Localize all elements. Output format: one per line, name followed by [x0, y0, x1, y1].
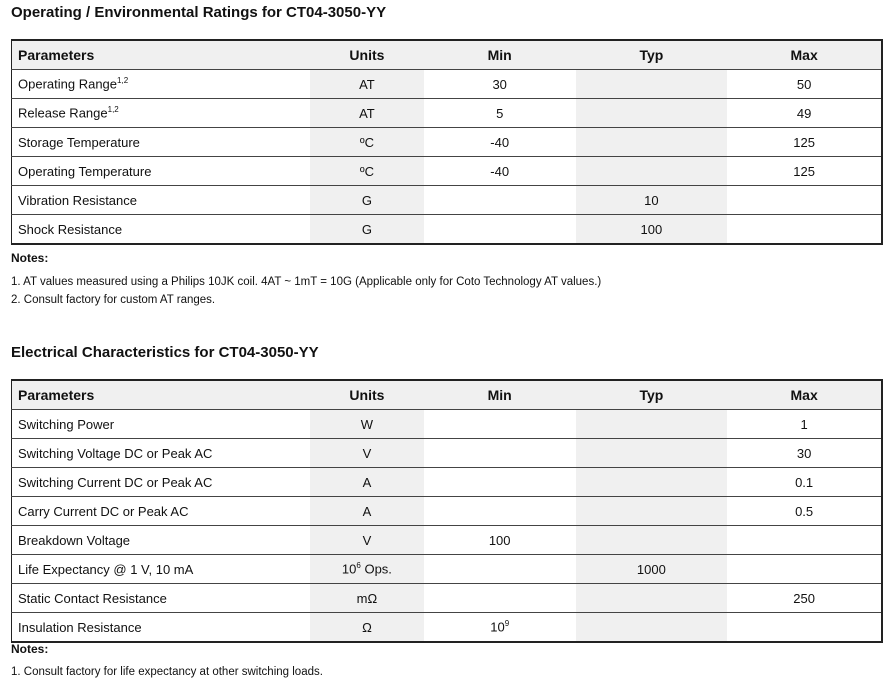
cell-units: AT [310, 99, 424, 128]
cell-max: 1 [727, 410, 882, 439]
cell-units: G [310, 215, 424, 245]
cell-param: Static Contact Resistance [12, 584, 311, 613]
table-row [12, 186, 883, 215]
cell-typ [576, 526, 728, 555]
header-max: Max [727, 380, 882, 410]
header-min: Min [424, 40, 576, 70]
header-units: Units [310, 380, 424, 410]
cell-units: V [310, 439, 424, 468]
cell-min: -40 [424, 157, 576, 186]
table-row [12, 468, 883, 497]
cell-typ [576, 497, 728, 526]
note-line: 2. Consult factory for custom AT ranges. [11, 294, 216, 306]
cell-min: 100 [424, 526, 576, 555]
note-line: 1. AT values measured using a Philips 10JK coil. 4AT ~ 1mT = 10G (Applicable only for Coto Technology AT values.) [11, 276, 602, 288]
cell-min: 5 [424, 99, 576, 128]
cell-min [424, 410, 576, 439]
table-row [12, 613, 883, 643]
cell-max: 125 [727, 128, 882, 157]
header-min: Min [424, 380, 576, 410]
cell-units: ºC [310, 157, 424, 186]
cell-units: V [310, 526, 424, 555]
cell-typ: 1000 [576, 555, 728, 584]
cell-typ [576, 613, 728, 643]
cell-typ: 100 [576, 215, 728, 245]
cell-param: Switching Voltage DC or Peak AC [12, 439, 311, 468]
cell-units: A [310, 468, 424, 497]
table-header-row [12, 40, 883, 70]
header-typ: Typ [576, 380, 728, 410]
table-row [12, 526, 883, 555]
cell-min [424, 555, 576, 584]
cell-min: -40 [424, 128, 576, 157]
cell-units: ºC [310, 128, 424, 157]
electrical-table [11, 379, 883, 643]
header-units: Units [310, 40, 424, 70]
notes-heading: Notes: [11, 642, 49, 656]
cell-typ: 10 [576, 186, 728, 215]
cell-param: Operating Range$^{1,2}$ [12, 70, 311, 99]
cell-min [424, 584, 576, 613]
cell-param: Life Expectancy @ 1 V, 10 mA [12, 555, 311, 584]
table-row [12, 410, 883, 439]
cell-max [727, 186, 882, 215]
cell-min: $10^9$ [424, 613, 576, 643]
cell-param: Release Range$^{1,2}$ [12, 99, 311, 128]
cell-typ [576, 157, 728, 186]
ratings-table [11, 39, 883, 245]
cell-max [727, 555, 882, 584]
cell-min [424, 497, 576, 526]
cell-min: 30 [424, 70, 576, 99]
cell-max: 125 [727, 157, 882, 186]
cell-param: Shock Resistance [12, 215, 311, 245]
cell-units: AT [310, 70, 424, 99]
cell-max [727, 526, 882, 555]
cell-param: Switching Current DC or Peak AC [12, 468, 311, 497]
cell-min [424, 468, 576, 497]
header-parameters: Parameters [12, 40, 311, 70]
cell-units: G [310, 186, 424, 215]
section1-title: Operating / Environmental Ratings for CT04-3050-YY [11, 4, 387, 21]
cell-max [727, 613, 882, 643]
cell-typ [576, 439, 728, 468]
note-line: 1. Consult factory for life expectancy at other switching loads. [11, 666, 323, 678]
cell-param: Switching Power [12, 410, 311, 439]
cell-min [424, 186, 576, 215]
header-parameters: Parameters [12, 380, 311, 410]
table-row [12, 215, 883, 245]
table-row [12, 157, 883, 186]
cell-typ [576, 584, 728, 613]
cell-max: 50 [727, 70, 882, 99]
table-row [12, 584, 883, 613]
cell-param: Storage Temperature [12, 128, 311, 157]
cell-typ [576, 128, 728, 157]
cell-typ [576, 70, 728, 99]
table-row [12, 497, 883, 526]
cell-param: Operating Temperature [12, 157, 311, 186]
cell-max: 30 [727, 439, 882, 468]
cell-max: 49 [727, 99, 882, 128]
cell-units: $10^6$ Ops. [310, 555, 424, 584]
cell-max: 0.1 [727, 468, 882, 497]
cell-typ [576, 99, 728, 128]
cell-param: Carry Current DC or Peak AC [12, 497, 311, 526]
cell-max: 250 [727, 584, 882, 613]
notes-heading: Notes: [11, 251, 49, 265]
cell-units: W [310, 410, 424, 439]
section2-title: Electrical Characteristics for CT04-3050-YY [11, 344, 319, 361]
cell-typ [576, 410, 728, 439]
table-row [12, 99, 883, 128]
table-row [12, 70, 883, 99]
cell-param: Breakdown Voltage [12, 526, 311, 555]
cell-units: A [310, 497, 424, 526]
cell-param: Insulation Resistance [12, 613, 311, 643]
cell-units: Ω [310, 613, 424, 643]
table-row [12, 128, 883, 157]
cell-units: mΩ [310, 584, 424, 613]
cell-typ [576, 468, 728, 497]
cell-param: Vibration Resistance [12, 186, 311, 215]
header-max: Max [727, 40, 882, 70]
header-typ: Typ [576, 40, 728, 70]
table-row [12, 555, 883, 584]
cell-min [424, 215, 576, 245]
table-row [12, 439, 883, 468]
cell-min [424, 439, 576, 468]
cell-max [727, 215, 882, 245]
table-header-row [12, 380, 883, 410]
cell-max: 0.5 [727, 497, 882, 526]
